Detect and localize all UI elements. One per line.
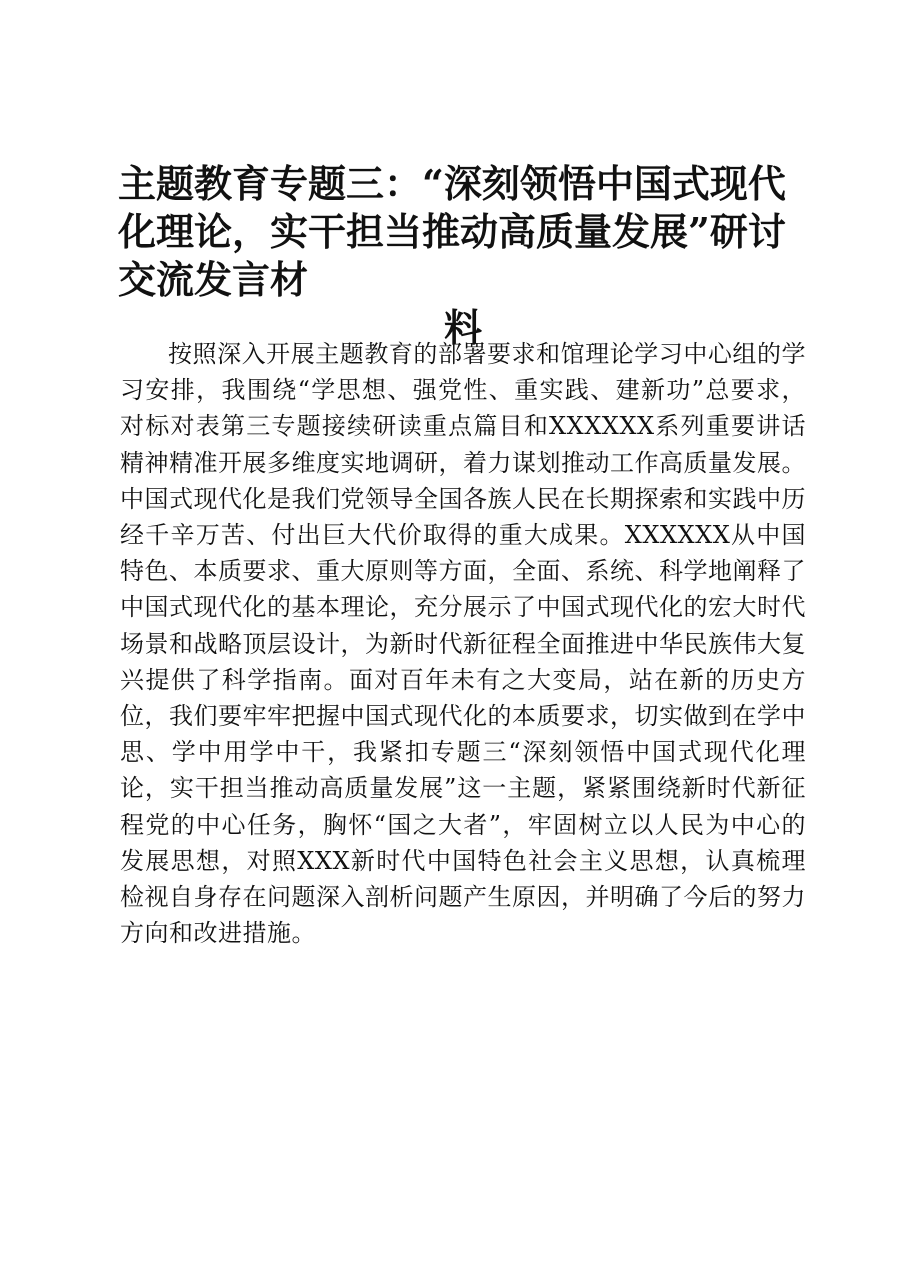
- title-main-text: 主题教育专题三：“深刻领悟中国式现代化理论，实干担当推动高质量发展”研讨交流发言材: [118, 161, 786, 302]
- document-title: [118, 160, 808, 352]
- title-tail-text: 料: [443, 305, 482, 350]
- body-paragraph: 按照深入开展主题教育的部署要求和馆理论学习中心组的学习安排，我围绕“学思想、强党性、重实践、建新功”总要求，对标对表第三专题接续研读重点篇目和XXXXXX系列重要讲话精神精准开展多维度实地调研，着力谋划推动工作高质量发展。中国式现代化是我们党领导全国各族人民在长期探索和实践中历经千辛万苦、付出巨大代价取得的重大成果。XXXXXX从中国特色、本质要求、重大原则等方面，全面、系统、科学地阐释了中国式现代化的基本理论，充分展示了中国式现代化的宏大时代场景和战略顶层设计，为新时代新征程全面推进中华民族伟大复兴提供了科学指南。面对百年未有之大变局，站在新的历史方位，我们要牢牢把握中国式现代化的本质要求，切实做到在学中思、学中用学中干，我紧扣专题三“深刻领悟中国式现代化理论，实干担当推动高质量发展”这一主题，紧紧围绕新时代新征程党的中心任务，胸怀“国之大者”，牢固树立以人民为中心的发展思想，对照XXX新时代中国特色社会主义思想，认真梳理检视自身存在问题深入剖析问题产生原因，并明确了今后的努力方向和改进措施。: [120, 340, 806, 948]
